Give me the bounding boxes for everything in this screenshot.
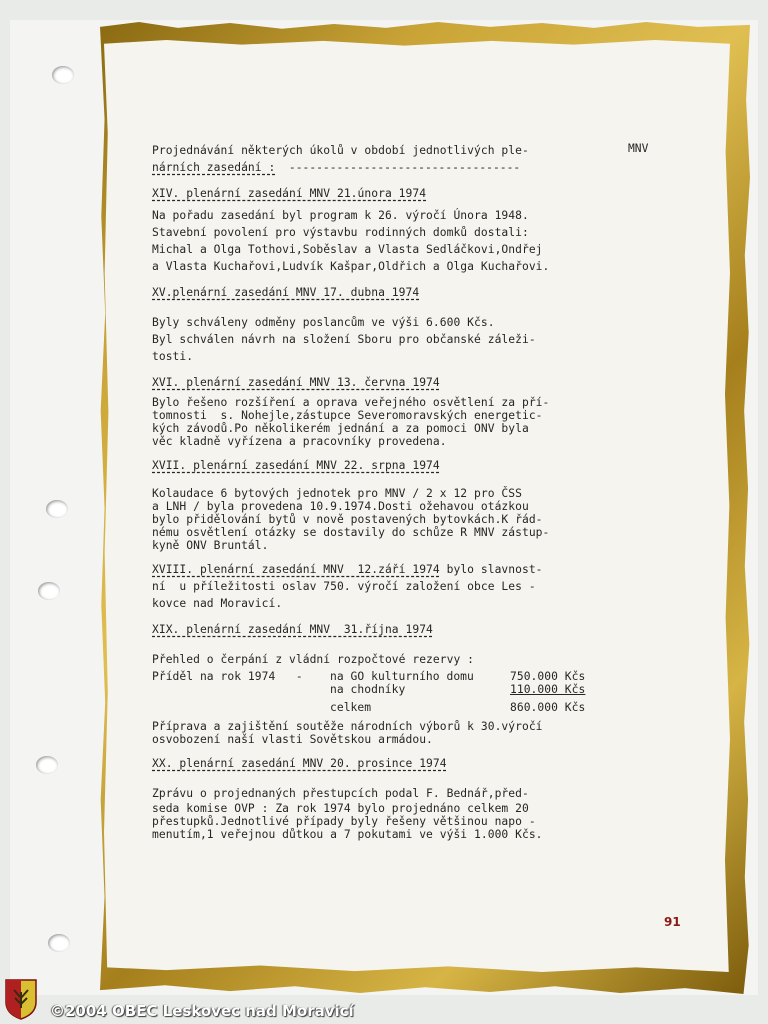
section-line: Na pořadu zasedání byl program k 26. výročí Února 1948. [152,209,529,222]
document-title-cont: nárních zasedání : ---------------------------------- [152,161,521,174]
budget-item-label: na chodníky [330,683,406,696]
punch-hole [36,756,58,774]
section-line: přestupků.Jednotlivé případy byly řešeny většinou napo - [152,815,536,828]
section-line: Přehled o čerpání z vládní rozpočtové rezervy : [152,653,475,666]
budget-item-label: na GO kulturního domu [330,670,474,683]
punch-hole [46,500,68,518]
section-heading: XV.plenární zasedání MNV 17. dubna 1974 [152,286,420,299]
budget-item-amount: 860.000 Kčs [510,701,586,714]
section-heading: XIV. plenární zasedání MNV 21.února 1974 [152,187,427,200]
section-line: věc kladně vyřízena a pracovníky provedena. [152,435,447,448]
section-line: Bylo řešeno rozšíření a oprava veřejného osvětlení za pří- [152,396,550,409]
section-line: Byl schválen návrh na složení Sboru pro občanské záleži- [152,333,536,346]
section-line: Kolaudace 6 bytových jednotek pro MNV / 2 x 12 pro ČSS [152,487,522,500]
section-line: Stavební povolení pro výstavbu rodinných domků dostali: [152,226,529,239]
punch-hole [48,934,70,952]
budget-row-label: Příděl na rok 1974 - [152,670,303,683]
section-heading: XVIII. plenární zasedání MNV 12.září 1974 [152,563,440,576]
section-heading: XVI. plenární zasedání MNV 13. června 1974 [152,376,440,389]
document-text [152,142,672,841]
coat-of-arms-icon [4,978,38,1020]
section-line: tosti. [152,350,194,363]
section-line: menutím,1 veřejnou důtkou a 7 pokutami ve výši 1.000 Kčs. [152,828,543,841]
section-line: Byly schváleny odměny poslancům ve výši 6.600 Kčs. [152,316,495,329]
section-line: Michal a Olga Tothovi,Soběslav a Vlasta Sedláčkovi,Ondřej [152,243,543,256]
budget-item-amount: 110.000 Kčs [510,683,586,696]
budget-table [152,668,672,720]
section-line: a Vlasta Kuchařovi,Ludvík Kašpar,Oldřich a Olga Kuchařovi. [152,260,550,273]
punch-hole [52,66,74,84]
section-line: nému osvětlení otázky se dostavily do schůze R MNV zástup- [152,526,550,539]
section-line: osvobození naší vlasti Sovětskou armádou. [152,733,433,746]
section-line: kyně ONV Bruntál. [152,539,269,552]
section-line: bylo přidělování bytů v nově postavených bytovkách.K řád- [152,513,543,526]
copyright-footer: ©2004 OBEC Leskovec nad Moravicí [50,1002,354,1020]
section-line: kých závodů.Po několikerém jednání a za pomoci ONV byla [152,422,529,435]
section-heading-row: XVIII. plenární zasedání MNV 12.září 1974 bylo slavnost- [152,563,543,576]
punch-hole [38,582,60,600]
section-line: seda komise OVP : Za rok 1974 bylo projednáno celkem 20 [152,802,529,815]
section-heading: XIX. plenární zasedání MNV 31.října 1974 [152,623,433,636]
section-heading: XX. plenární zasedání MNV 20. prosince 1974 [152,757,447,770]
section-line: a LNH / byla provedena 10.9.1974.Dosti ožehavou otázkou [152,500,529,513]
section-line: tomnosti s. Nohejle,zástupce Severomoravských energetic- [152,409,543,422]
section-line: ní u příležitosti oslav 750. výročí založení obce Les - [152,580,536,593]
section-heading: XVII. plenární zasedání MNV 22. srpna 1974 [152,459,440,472]
page-number: 91 [664,915,681,929]
budget-item-label: celkem [330,701,372,714]
section-line: kovce nad Moravicí. [152,597,283,610]
section-line: Příprava a zajištění soutěže národních výborů k 30.výročí [152,720,543,733]
corner-label: MNV [628,142,649,155]
section-line: Zprávu o projednaných přestupcích podal F. Bednář,před- [152,787,529,800]
document-title: Projednávání některých úkolů v období jednotlivých ple- [152,144,529,157]
budget-item-amount: 750.000 Kčs [510,670,586,683]
